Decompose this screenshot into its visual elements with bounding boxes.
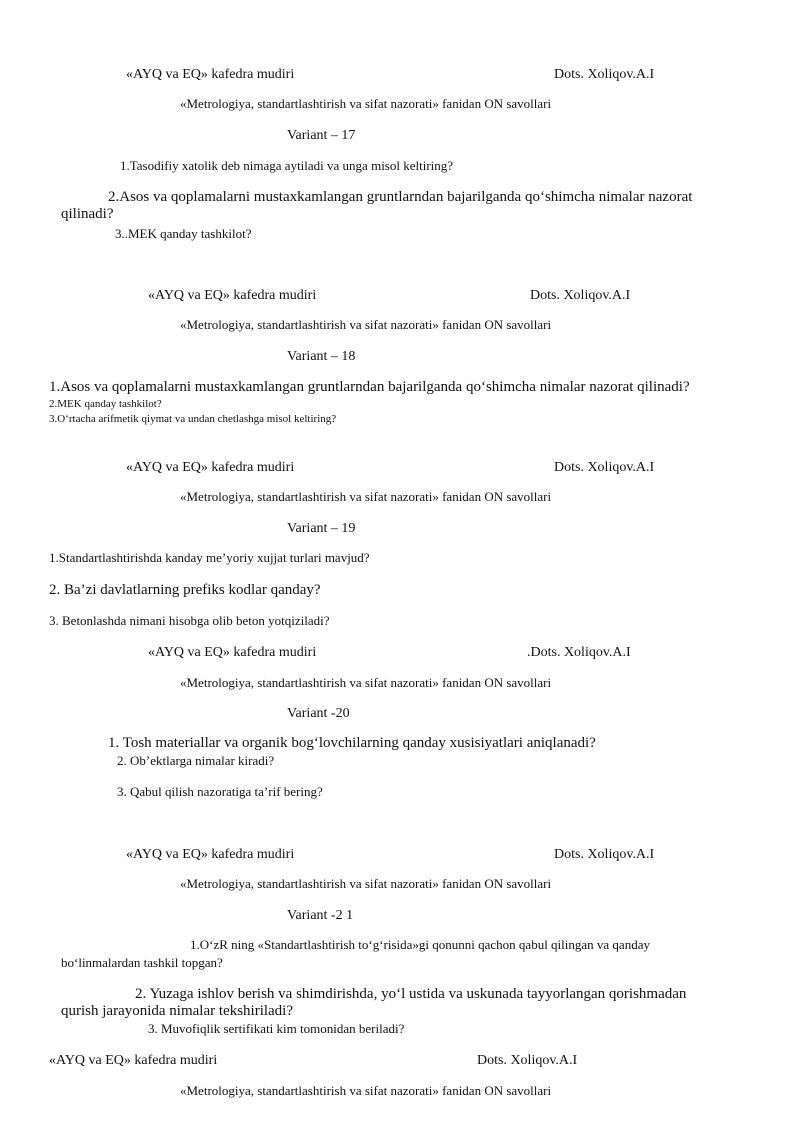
head-name: Dots. Xoliqov.A.I bbox=[530, 288, 631, 303]
question-1: 1.Standartlashtirishda kanday me’yoriy xujjat turlari mavjud? bbox=[49, 550, 370, 565]
department-head-label: «AYQ va EQ» kafedra mudiri bbox=[49, 1053, 218, 1068]
subject-line: «Metrologiya, standartlashtirish va sifat nazorati» fanidan ON savollari bbox=[180, 1083, 552, 1098]
department-head-label: «AYQ va EQ» kafedra mudiri bbox=[126, 847, 295, 862]
question-1: 1.Asos va qoplamalarni mustaxkamlangan gruntlarndan bajarilganda qo‘shimcha nimalar nazorat qilinadi? bbox=[49, 379, 690, 395]
department-head-label: «AYQ va EQ» kafedra mudiri bbox=[148, 288, 317, 303]
question-1: 1.Tasodifiy xatolik deb nimaga aytiladi va unga misol keltiring? bbox=[120, 158, 454, 173]
variant-title: Variant – 17 bbox=[287, 128, 356, 143]
variant-title: Variant – 18 bbox=[287, 349, 356, 364]
question-3: 3.O‘rtacha arifmetik qiymat va undan chetlashga misol keltiring? bbox=[49, 413, 337, 425]
variant-title: Variant -2 1 bbox=[287, 908, 354, 923]
department-head-label: «AYQ va EQ» kafedra mudiri bbox=[148, 645, 317, 660]
question-3: 3..MEK qanday tashkilot? bbox=[115, 226, 252, 241]
question-2-line-2: qilinadi? bbox=[61, 206, 114, 222]
question-1: 1. Tosh materiallar va organik bog‘lovchilarning qanday xusisiyatlari aniqlanadi? bbox=[108, 735, 596, 751]
question-1-line-2: bo‘linmalardan tashkil topgan? bbox=[61, 955, 223, 970]
question-1-line-1: 1.O‘zR ning «Standartlashtirish to‘g‘risida»gi qonunni qachon qabul qilingan va qanday bbox=[190, 937, 650, 952]
question-2-line-1: 2. Yuzaga ishlov berish va shimdirishda, yo‘l ustida va uskunada tayyorlangan qorishmadan bbox=[135, 986, 687, 1002]
department-head-label: «AYQ va EQ» kafedra mudiri bbox=[126, 67, 295, 82]
subject-line: «Metrologiya, standartlashtirish va sifat nazorati» fanidan ON savollari bbox=[180, 489, 552, 504]
variant-title: Variant – 19 bbox=[287, 521, 356, 536]
head-name: Dots. Xoliqov.A.I bbox=[554, 67, 655, 82]
question-2: 2. Ob’ektlarga nimalar kiradi? bbox=[117, 753, 275, 768]
department-head-label: «AYQ va EQ» kafedra mudiri bbox=[126, 460, 295, 475]
question-2-line-1: 2.Asos va qoplamalarni mustaxkamlangan gruntlarndan bajarilganda qo‘shimcha nimalar nazorat bbox=[108, 189, 693, 205]
question-3: 3. Qabul qilish nazoratiga ta’rif bering? bbox=[117, 784, 323, 799]
subject-line: «Metrologiya, standartlashtirish va sifat nazorati» fanidan ON savollari bbox=[180, 876, 552, 891]
head-name: Dots. Xoliqov.A.I bbox=[477, 1053, 578, 1068]
subject-line: «Metrologiya, standartlashtirish va sifat nazorati» fanidan ON savollari bbox=[180, 317, 552, 332]
head-name: Dots. Xoliqov.A.I bbox=[554, 847, 655, 862]
question-3: 3. Muvofiqlik sertifikati kim tomonidan beriladi? bbox=[148, 1021, 405, 1036]
question-3: 3. Betonlashda nimani hisobga olib beton yotqiziladi? bbox=[49, 613, 330, 628]
head-name: .Dots. Xoliqov.A.I bbox=[527, 645, 631, 660]
subject-line: «Metrologiya, standartlashtirish va sifat nazorati» fanidan ON savollari bbox=[180, 96, 552, 111]
question-2-line-2: qurish jarayonida nimalar tekshiriladi? bbox=[61, 1003, 294, 1019]
subject-line: «Metrologiya, standartlashtirish va sifat nazorati» fanidan ON savollari bbox=[180, 675, 552, 690]
variant-title: Variant -20 bbox=[287, 706, 350, 721]
question-2: 2.MEK qanday tashkilot? bbox=[49, 398, 162, 410]
question-2: 2. Ba’zi davlatlarning prefiks kodlar qanday? bbox=[49, 582, 321, 598]
head-name: Dots. Xoliqov.A.I bbox=[554, 460, 655, 475]
